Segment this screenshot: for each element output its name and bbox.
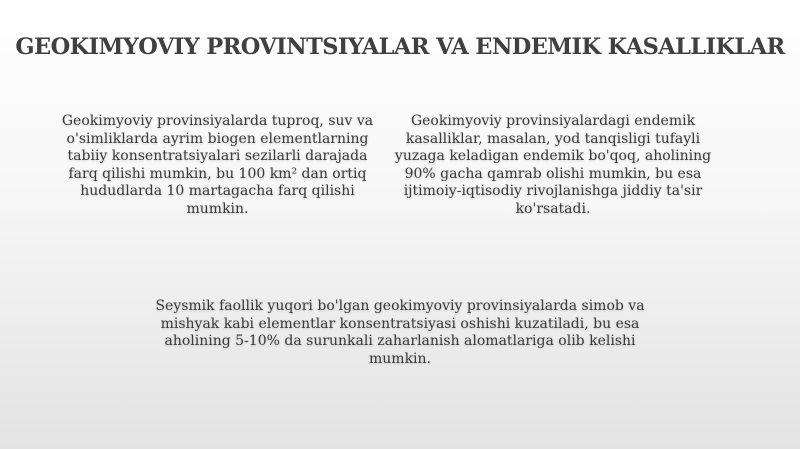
bottom-text-block: Seysmik faollik yuqori bo'lgan geokimyoviy provinsiyalarda simob va mishyak kabi elementlar konsentratsiyasi oshishi kuzatiladi, bu esa aholining 5-10% da surunkali zaharlanish alomatlariga olib kelishi mumkin. xyxy=(155,298,645,367)
right-text-block: Geokimyoviy provinsiyalardagi endemik kasalliklar, masalan, yod tanqisligi tufayli yuzaga keladigan endemik bo'qoq, aholining 90% gacha qamrab olishi mumkin, bu esa ijtimoiy-iqtisodiy rivojlanishga jiddiy ta'sir ko'rsatadi. xyxy=(394,113,712,217)
left-text-block: Geokimyoviy provinsiyalarda tuproq, suv va o'simliklarda ayrim biogen elementlarning tabiiy konsentratsiyalari sezilarli darajada farq qilishi mumkin, bu 100 km² dan ortiq hududlarda 10 martagacha farq qilishi mumkin. xyxy=(61,113,374,217)
slide-title: GEOKIMYOVIY PROVINTSIYALAR VA ENDEMIK KASALLIKLAR xyxy=(15,34,785,60)
